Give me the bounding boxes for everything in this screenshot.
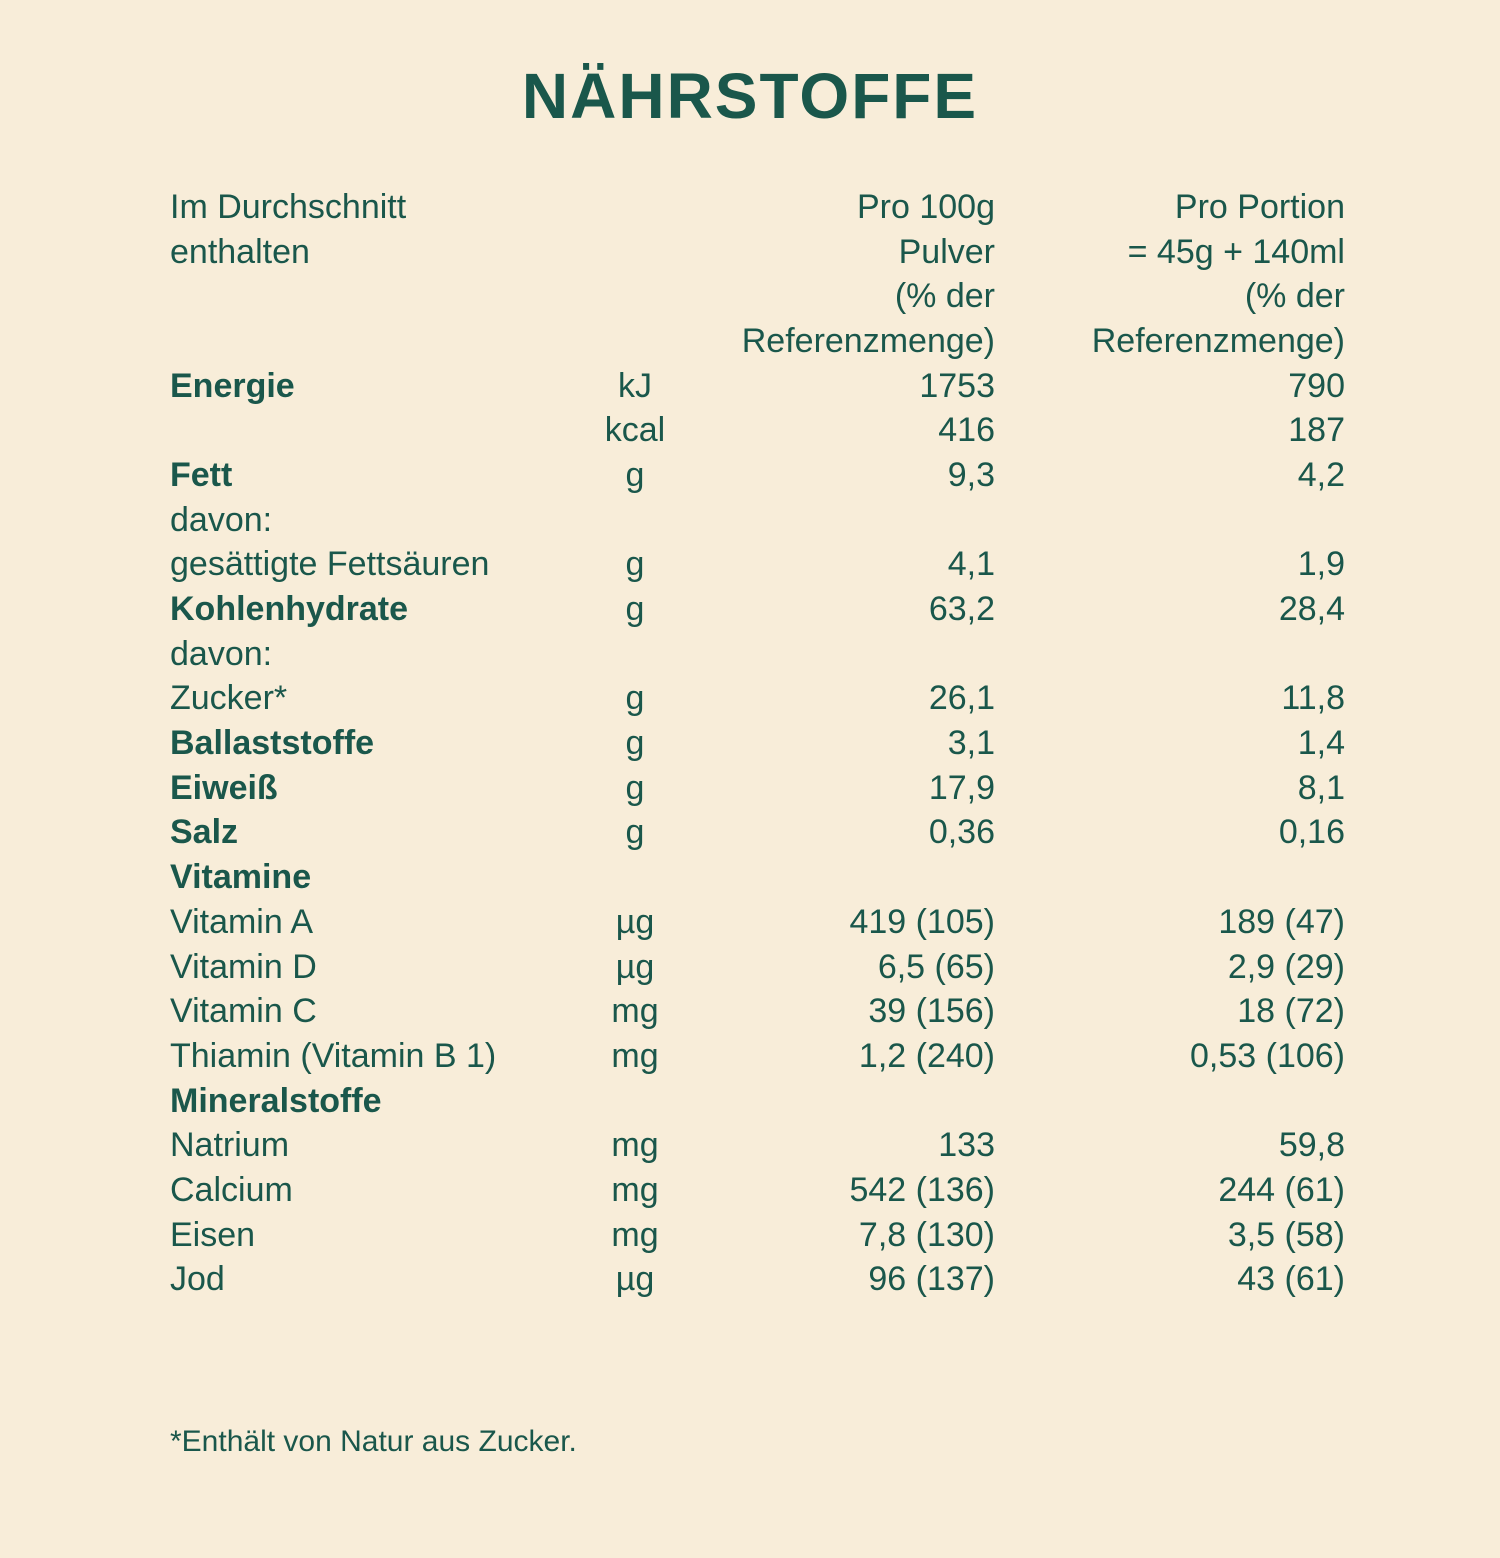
row-value-per100g: 26,1 <box>928 679 995 718</box>
footnote: *Enthält von Natur aus Zucker. <box>170 1425 577 1459</box>
header-per100g-column <box>680 185 995 364</box>
row-value-per100g: 63,2 <box>928 590 995 629</box>
row-value-per100g <box>680 632 995 677</box>
row-value-portion: 59,8 <box>1278 1126 1345 1165</box>
header-per100g-line3: (% der <box>894 277 995 316</box>
row-label: Ballaststoffe <box>170 724 375 763</box>
row-value-per100g: 6,5 (65) <box>877 947 995 986</box>
table-row <box>170 676 1345 721</box>
row-value-portion: 244 (61) <box>1218 1170 1345 1209</box>
row-unit: g <box>625 545 645 584</box>
row-value-per100g: 133 <box>938 1126 995 1165</box>
header-label-line1: Im Durchschnitt <box>170 187 407 226</box>
row-unit: µg <box>615 1260 655 1299</box>
row-label: Calcium <box>170 1170 293 1209</box>
table-row <box>170 453 1345 498</box>
row-value-per100g: 0,36 <box>928 813 995 852</box>
section-label: Mineralstoffe <box>170 1081 382 1120</box>
table-row <box>170 1034 1345 1079</box>
row-value-per100g: 17,9 <box>928 768 995 807</box>
row-label: Fett <box>170 455 233 494</box>
row-unit: g <box>625 768 645 807</box>
row-unit: mg <box>611 1215 659 1254</box>
row-label: Vitamin A <box>170 902 314 941</box>
table-row <box>170 632 1345 677</box>
row-value-per100g: 419 (105) <box>849 902 995 941</box>
row-unit: mg <box>611 1126 659 1165</box>
table-row <box>170 989 1345 1034</box>
row-value-per100g: 96 (137) <box>868 1260 995 1299</box>
row-label: Thiamin (Vitamin B 1) <box>170 1036 497 1075</box>
row-value-per100g: 7,8 (130) <box>858 1215 995 1254</box>
row-unit <box>590 498 680 543</box>
nutrition-table <box>170 185 1345 1302</box>
table-row <box>170 542 1345 587</box>
table-row <box>170 1213 1345 1258</box>
row-label: Eisen <box>170 1215 256 1254</box>
table-row <box>170 810 1345 855</box>
table-row <box>170 900 1345 945</box>
row-label <box>170 408 590 453</box>
header-portion-column <box>995 185 1345 364</box>
row-unit: g <box>625 813 645 852</box>
row-value-per100g: 1753 <box>919 366 995 405</box>
row-value-portion: 43 (61) <box>1237 1260 1345 1299</box>
header-per100g-line4: Referenzmenge) <box>741 321 995 360</box>
row-unit: µg <box>615 947 655 986</box>
row-value-portion: 4,2 <box>1297 455 1345 494</box>
row-value-portion: 1,9 <box>1297 545 1345 584</box>
header-per100g-line1: Pro 100g <box>857 187 995 226</box>
header-unit-column <box>590 185 680 364</box>
row-label: davon: <box>170 634 273 673</box>
table-row <box>170 498 1345 543</box>
header-portion-line1: Pro Portion <box>1174 187 1345 226</box>
row-value-per100g <box>680 1079 995 1124</box>
row-unit: g <box>625 590 645 629</box>
table-row <box>170 364 1345 409</box>
row-value-portion: 11,8 <box>1281 679 1345 718</box>
row-value-portion: 2,9 (29) <box>1227 947 1345 986</box>
row-unit <box>590 1079 680 1124</box>
row-value-per100g: 4,1 <box>947 545 995 584</box>
table-row <box>170 1123 1345 1168</box>
header-per100g-line2: Pulver <box>898 232 995 271</box>
row-value-portion: 0,53 (106) <box>1190 1036 1345 1075</box>
row-value-per100g: 542 (136) <box>849 1170 995 1209</box>
row-value-per100g <box>680 498 995 543</box>
row-value-portion: 1,4 <box>1297 724 1345 763</box>
row-value-portion <box>995 1079 1345 1124</box>
row-value-portion: 187 <box>1288 411 1345 450</box>
table-row <box>170 587 1345 632</box>
row-value-per100g: 9,3 <box>947 455 995 494</box>
table-row <box>170 1257 1345 1302</box>
row-value-portion <box>995 632 1345 677</box>
header-portion-line2: = 45g + 140ml <box>1127 232 1345 271</box>
row-value-per100g: 3,1 <box>947 724 995 763</box>
row-unit: mg <box>611 1036 659 1075</box>
table-section-row <box>170 1079 1345 1124</box>
row-value-portion: 8,1 <box>1297 768 1345 807</box>
row-value-portion: 3,5 (58) <box>1227 1215 1345 1254</box>
table-header <box>170 185 1345 364</box>
row-value-portion: 18 (72) <box>1237 992 1345 1031</box>
row-label: davon: <box>170 500 273 539</box>
row-label: Salz <box>170 813 239 852</box>
row-unit: kJ <box>618 366 652 405</box>
row-unit <box>590 855 680 900</box>
row-unit <box>590 632 680 677</box>
header-portion-line4: Referenzmenge) <box>1091 321 1345 360</box>
row-unit: g <box>625 724 645 763</box>
row-value-per100g: 39 (156) <box>868 992 995 1031</box>
row-value-portion: 790 <box>1288 366 1345 405</box>
row-label: gesättigte Fettsäuren <box>170 545 490 584</box>
row-unit: g <box>625 679 645 718</box>
row-label: Natrium <box>170 1126 290 1165</box>
table-row <box>170 408 1345 453</box>
table-row <box>170 766 1345 811</box>
row-value-per100g <box>680 855 995 900</box>
row-value-portion: 28,4 <box>1278 590 1345 629</box>
row-label: Energie <box>170 366 295 405</box>
row-label: Eiweiß <box>170 768 278 807</box>
row-label: Kohlenhydrate <box>170 590 409 629</box>
section-label: Vitamine <box>170 858 312 897</box>
row-label: Zucker* <box>170 679 288 718</box>
row-unit: mg <box>611 1170 659 1209</box>
row-unit: µg <box>615 902 655 941</box>
row-unit: mg <box>611 992 659 1031</box>
row-value-per100g: 416 <box>938 411 995 450</box>
table-row <box>170 1168 1345 1213</box>
row-value-per100g: 1,2 (240) <box>858 1036 995 1075</box>
row-value-portion: 0,16 <box>1278 813 1345 852</box>
table-section-row <box>170 855 1345 900</box>
table-row <box>170 721 1345 766</box>
header-portion-line3: (% der <box>1244 277 1345 316</box>
row-label: Vitamin C <box>170 992 317 1031</box>
row-unit: kcal <box>604 411 666 450</box>
row-unit: g <box>625 455 645 494</box>
row-value-portion: 189 (47) <box>1218 902 1345 941</box>
header-label-column <box>170 185 590 364</box>
table-row <box>170 945 1345 990</box>
row-label: Jod <box>170 1260 225 1299</box>
row-value-portion <box>995 855 1345 900</box>
header-label-line2: enthalten <box>170 232 310 271</box>
row-label: Vitamin D <box>170 947 317 986</box>
page-title: NÄHRSTOFFE <box>521 60 979 132</box>
row-value-portion <box>995 498 1345 543</box>
